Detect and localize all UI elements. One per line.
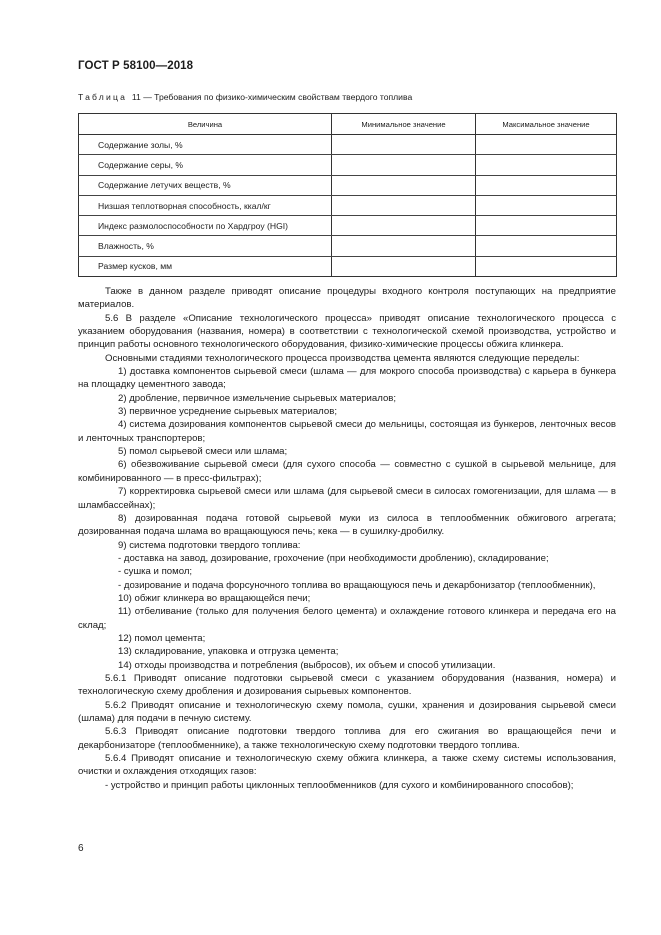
table-row: [79, 216, 617, 236]
paragraph: 5.6.3 Приводят описание подготовки твердого топлива для его сжигания во вращающейся печи и декарбонизаторе (теплообменнике), а также технологическую схему подготовки твердого топлива.: [78, 726, 616, 751]
paragraph: 1) доставка компонентов сырьевой смеси (шлама — для мокрого способа производства) с карьера в бункера на площадку цементного завода;: [78, 366, 616, 391]
paragraph: 12) помол цемента;: [118, 632, 206, 644]
row-label: Влажность, %: [79, 236, 332, 256]
page-number: 6: [78, 843, 84, 854]
paragraph: 6) обезвоживание сырьевой смеси (для сухого способа — совместно с сушкой в сырьевой мельнице, для комбинированного — в пресс-фильтрах);: [78, 459, 616, 484]
column-header: Минимальное значение: [332, 114, 476, 135]
paragraph: 8) дозированная подача готовой сырьевой муки из силоса в теплообменник обжигового агрегата; дозированная подача шлама во вращающуюся печь; кека — в сушилку-дробилку.: [78, 512, 616, 538]
paragraph: 10) обжиг клинкера во вращающейся печи;: [118, 592, 311, 604]
row-label: Низшая теплотворная способность, ккал/кг: [79, 195, 332, 215]
paragraph: - дозирование и подача форсуночного топлива во вращающуюся печь и декарбонизатор (теплообменник),: [118, 579, 596, 591]
row-label: Индекс размолоспособности по Хардгроу (HGI): [79, 216, 332, 236]
paragraph: 14) отходы производства и потребления (выбросов), их объем и способ утилизации.: [118, 659, 496, 671]
min-value-cell: [332, 216, 476, 236]
min-value-cell: [332, 236, 476, 256]
row-label: Размер кусков, мм: [79, 256, 332, 276]
min-value-cell: [332, 175, 476, 195]
table-row: [79, 155, 617, 175]
paragraph: 5.6.1 Приводят описание подготовки сырьевой смеси с указанием оборудования (названия, номера) и технологическую схему дробления и дозирования сырьевых компонентов.: [78, 672, 616, 698]
paragraph: Основными стадиями технологического процесса производства цемента являются следующие переделы:: [105, 352, 580, 364]
paragraph: - устройство и принцип работы циклонных теплообменников (для сухого и комбинированного способов);: [105, 779, 574, 791]
min-value-cell: [332, 155, 476, 175]
max-value-cell: [476, 175, 617, 195]
max-value-cell: [476, 155, 617, 175]
paragraph: 13) складирование, упаковка и отгрузка цемента;: [118, 646, 339, 658]
paragraph: 5.6.4 Приводят описание и технологическую схему обжига клинкера, а также схему системы использования, очистки и охлаждения отходящих газов:: [78, 753, 616, 778]
row-label: Содержание летучих веществ, %: [79, 175, 332, 195]
max-value-cell: [476, 135, 617, 155]
table-caption-label: Таблица: [78, 92, 128, 102]
column-header: Максимальное значение: [476, 114, 617, 135]
paragraph: 5) помол сырьевой смеси или шлама;: [118, 446, 288, 458]
table-row: [79, 175, 617, 195]
paragraph: 9) система подготовки твердого топлива:: [118, 539, 301, 551]
table-row: [79, 236, 617, 256]
paragraph: 11) отбеливание (только для получения белого цемента) и охлаждение готового клинкера и передача его на склад;: [78, 606, 616, 631]
body-text: [78, 285, 616, 792]
min-value-cell: [332, 256, 476, 276]
requirements-table: [78, 113, 617, 277]
max-value-cell: [476, 236, 617, 256]
table-row: [79, 195, 617, 215]
paragraph: 2) дробление, первичное измельчение сырьевых материалов;: [118, 392, 397, 404]
paragraph: 5.6.2 Приводят описание и технологическую схему помола, сушки, хранения и дозирования сырьевой смеси (шлама) для подачи в печную систему.: [78, 699, 616, 724]
column-header: Величина: [79, 114, 332, 135]
row-label: Содержание золы, %: [79, 135, 332, 155]
paragraph: - доставка на завод, дозирование, грохочение (при необходимости дроблению), складирование;: [118, 552, 549, 564]
row-label: Содержание серы, %: [79, 155, 332, 175]
table-caption-text: 11 — Требования по физико-химическим свойствам твердого топлива: [131, 92, 413, 102]
paragraph: 5.6 В разделе «Описание технологического процесса» приводят описание технологического процесса с указанием оборудования (названия, номера) в соответствии с технологической схемой производства, устройство и принцип работы основного технологического оборудования, физико-химические процессы обжига клинкера.: [78, 312, 616, 351]
table-caption: [78, 92, 412, 102]
document-header: ГОСТ Р 58100—2018: [78, 60, 194, 72]
paragraph: 4) система дозирования компонентов сырьевой смеси до мельницы, состоящая из бункеров, ленточных весов и ленточных транспортеров;: [78, 419, 616, 444]
max-value-cell: [476, 216, 617, 236]
max-value-cell: [476, 256, 617, 276]
table-row: [79, 135, 617, 155]
paragraph: 7) корректировка сырьевой смеси или шлама (для сырьевой смеси в силосах гомогенизации, для шлама — в шламбассейнах);: [78, 486, 616, 511]
paragraph: - сушка и помол;: [118, 566, 193, 578]
table-row: [79, 256, 617, 276]
paragraph: Также в данном разделе приводят описание процедуры входного контроля поступающих на предприятие материалов.: [78, 286, 616, 311]
min-value-cell: [332, 195, 476, 215]
min-value-cell: [332, 135, 476, 155]
paragraph: 3) первичное усреднение сырьевых материалов;: [118, 406, 337, 418]
max-value-cell: [476, 195, 617, 215]
table-header-row: [79, 114, 617, 135]
